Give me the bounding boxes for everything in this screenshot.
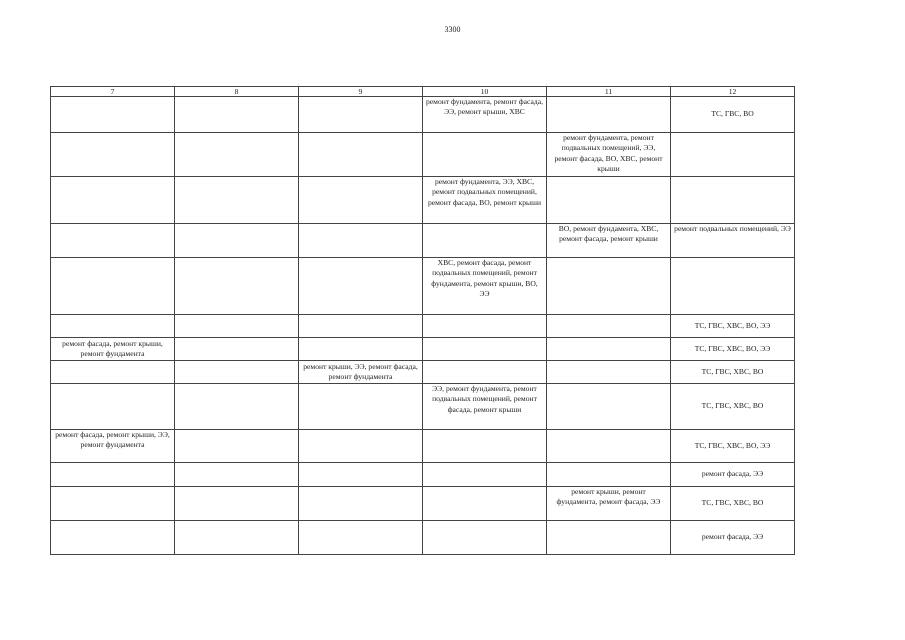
table-cell: ЭЭ, ремонт фундамента, ремонт подвальных помещений, ремонт фасада, ремонт крыши (423, 384, 547, 430)
page-number: 3300 (444, 25, 461, 34)
table-cell (547, 463, 671, 487)
table-cell: ТС, ГВС, ХВС, ВО, ЭЭ (671, 338, 795, 361)
table-cell (175, 97, 299, 133)
table-cell (299, 463, 423, 487)
table-cell: ХВС, ремонт фасада, ремонт подвальных помещений, ремонт фундамента, ремонт крыши, ВО, ЭЭ (423, 258, 547, 315)
table-cell (51, 315, 175, 338)
table-cell (299, 315, 423, 338)
table-cell (51, 258, 175, 315)
table-cell: ТС, ГВС, ХВС, ВО (671, 487, 795, 521)
table-row (51, 177, 795, 224)
table-cell (547, 430, 671, 463)
table-cell: ремонт фасада, ЭЭ (671, 463, 795, 487)
table-cell (299, 487, 423, 521)
table-row (51, 487, 795, 521)
table-cell (175, 430, 299, 463)
table-cell (299, 384, 423, 430)
table-cell (175, 315, 299, 338)
table-cell (175, 224, 299, 258)
table-cell: ТС, ГВС, ХВС, ВО, ЭЭ (671, 430, 795, 463)
table-cell (175, 463, 299, 487)
table-cell: ремонт фасада, ремонт крыши, ЭЭ, ремонт фундамента (51, 430, 175, 463)
table-row (51, 430, 795, 463)
table-cell (671, 177, 795, 224)
column-header: 12 (671, 87, 795, 97)
table-cell (299, 177, 423, 224)
table-cell (51, 361, 175, 384)
table-cell (51, 97, 175, 133)
table-cell (547, 361, 671, 384)
table-row (51, 463, 795, 487)
table-row (51, 224, 795, 258)
table-cell (423, 338, 547, 361)
table-cell (547, 258, 671, 315)
table-cell (299, 338, 423, 361)
table-cell: ремонт фундамента, ремонт фасада, ЭЭ, ремонт крыши, ХВС (423, 97, 547, 133)
table-cell (51, 133, 175, 177)
table-cell (299, 521, 423, 555)
column-header: 11 (547, 87, 671, 97)
table-cell: ремонт крыши, ЭЭ, ремонт фасада, ремонт фундамента (299, 361, 423, 384)
table-cell: ТС, ГВС, ХВС, ВО (671, 384, 795, 430)
table-cell (299, 430, 423, 463)
table-cell: ремонт крыши, ремонт фундамента, ремонт фасада, ЭЭ (547, 487, 671, 521)
table-cell (51, 384, 175, 430)
table-cell: ТС, ГВС, ВО (671, 97, 795, 133)
table-cell (423, 133, 547, 177)
table-row (51, 384, 795, 430)
table-cell (299, 133, 423, 177)
table-cell (547, 315, 671, 338)
table-cell (423, 521, 547, 555)
table-cell (423, 361, 547, 384)
data-table (50, 86, 795, 555)
table-cell (51, 521, 175, 555)
table-cell (175, 487, 299, 521)
table-row (51, 521, 795, 555)
table-cell (299, 258, 423, 315)
table-cell (175, 133, 299, 177)
column-header: 10 (423, 87, 547, 97)
table-cell: ремонт фундамента, ремонт подвальных помещений, ЭЭ, ремонт фасада, ВО, ХВС, ремонт крыши (547, 133, 671, 177)
table-cell (51, 463, 175, 487)
table-cell (547, 338, 671, 361)
table-cell: ремонт фундамента, ЭЭ, ХВС, ремонт подвальных помещений, ремонт фасада, ВО, ремонт крыши (423, 177, 547, 224)
table-header-row (51, 87, 795, 97)
table-cell (671, 258, 795, 315)
table-row (51, 338, 795, 361)
table-cell (423, 315, 547, 338)
table-cell (175, 361, 299, 384)
table-cell: ТС, ГВС, ХВС, ВО, ЭЭ (671, 315, 795, 338)
table-cell (547, 384, 671, 430)
table-cell (175, 384, 299, 430)
table-cell (51, 224, 175, 258)
table-cell (175, 177, 299, 224)
table-cell (423, 224, 547, 258)
table-cell (671, 133, 795, 177)
table-row (51, 133, 795, 177)
table-cell (51, 177, 175, 224)
table-cell (299, 224, 423, 258)
table-row (51, 315, 795, 338)
table-cell (175, 338, 299, 361)
table-row (51, 361, 795, 384)
table-cell: ВО, ремонт фундамента, ХВС, ремонт фасада, ремонт крыши (547, 224, 671, 258)
column-header: 7 (51, 87, 175, 97)
table-cell (547, 177, 671, 224)
table-cell (51, 487, 175, 521)
table-cell (423, 463, 547, 487)
table-cell: ремонт фасада, ЭЭ (671, 521, 795, 555)
table-cell (547, 97, 671, 133)
table-cell: ремонт фасада, ремонт крыши, ремонт фундамента (51, 338, 175, 361)
table-cell (175, 258, 299, 315)
table-row (51, 97, 795, 133)
table-cell (423, 487, 547, 521)
table-row (51, 258, 795, 315)
table-cell: ТС, ГВС, ХВС, ВО (671, 361, 795, 384)
column-header: 8 (175, 87, 299, 97)
table-cell (423, 430, 547, 463)
table-cell (175, 521, 299, 555)
table-cell (299, 97, 423, 133)
column-header: 9 (299, 87, 423, 97)
table-cell (547, 521, 671, 555)
table-cell: ремонт подвальных помещений, ЭЭ (671, 224, 795, 258)
